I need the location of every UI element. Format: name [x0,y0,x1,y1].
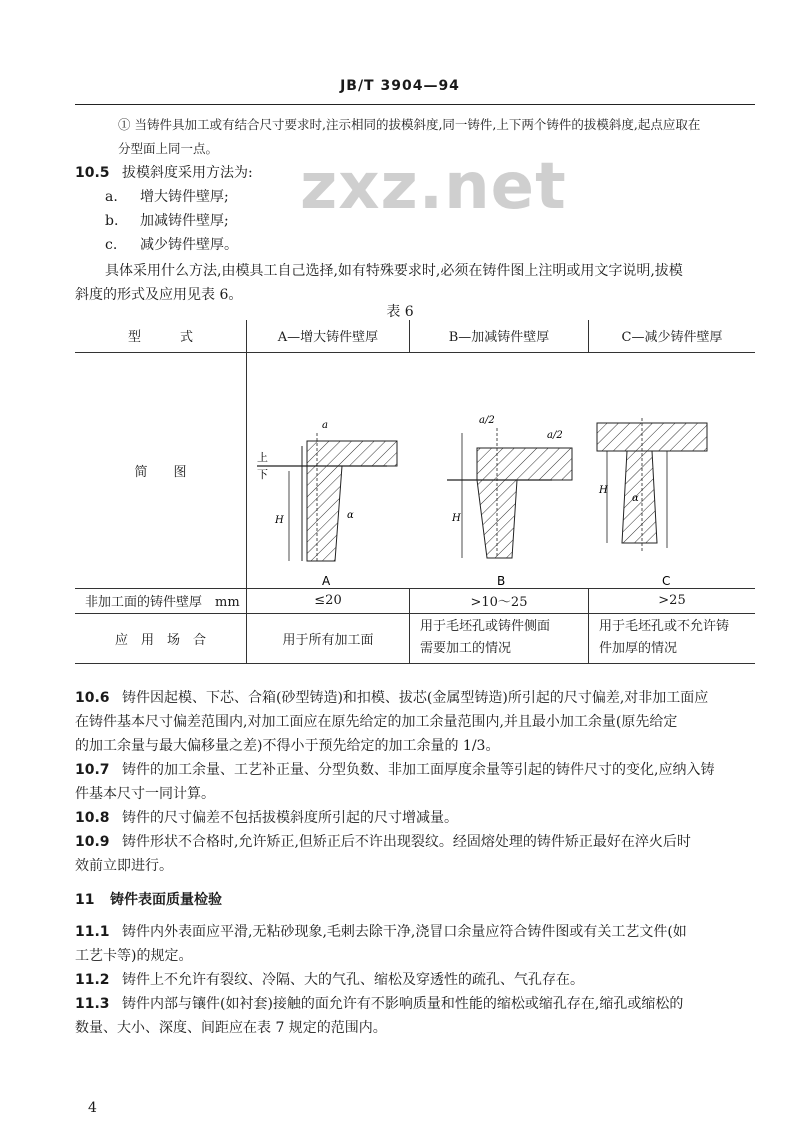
wall-b: >10～25 [410,588,589,613]
section-10-5-para-1: 具体采用什么方法,由模具工自己选择,如有特殊要求时,必须在铸件图上注明或用文字说明,拔模 [105,263,683,279]
note-line-2: 分型面上同一点。 [118,141,219,156]
diagram-row-label: 简 图 [75,352,247,588]
app-c-line-1: 用于毛坯孔或不允许铸 [599,619,730,634]
section-10-9-number: 10.9 [75,834,110,850]
section-11-1-number: 11.1 [75,924,110,940]
item-c-label: c. [105,237,118,253]
section-10-9-line-2: 效前立即进行。 [75,858,173,874]
app-b [410,613,589,663]
section-10-6-line-1: 铸件因起模、下芯、合箱(砂型铸造)和扣模、拔芯(金属型铸造)所引起的尺寸偏差,对非加工面应 [122,690,709,706]
label-a-half-1: a/2 [479,414,495,426]
app-b-line-1: 用于毛坯孔或铸件侧面 [420,619,551,634]
app-row-label: 应 用 场 合 [75,613,247,663]
header-col-c: C—减少铸件壁厚 [589,320,756,352]
label-h: H [275,514,284,526]
label-h-c: H [599,484,608,496]
item-a-text: 增大铸件壁厚; [140,189,229,205]
table-app-row [75,613,755,663]
section-10-8-number: 10.8 [75,810,110,826]
table-wall-row [75,588,755,613]
section-11-2-line-1: 铸件上不允许有裂纹、冷隔、大的气孔、缩松及穿透性的疏孔、气孔存在。 [122,972,584,988]
watermark: zxz.net [300,150,567,224]
section-10-7-line-2: 件基本尺寸一同计算。 [75,786,215,802]
section-11-number: 11 [75,892,95,908]
diagram-cell [247,352,756,588]
diagram-label-c: C [662,573,671,588]
section-10-7-number: 10.7 [75,762,110,778]
wall-a: ≤20 [247,588,410,613]
document-header: JB/T 3904—94 [340,78,460,94]
section-10-8-line-1: 铸件的尺寸偏差不包括拔模斜度所引起的尺寸增减量。 [122,810,458,826]
wall-c: >25 [589,588,756,613]
label-alpha-c: α [632,492,639,504]
section-10-6-number: 10.6 [75,690,110,706]
app-a: 用于所有加工面 [247,613,410,663]
note-line-1: ① 当铸件具加工或有结合尺寸要求时,注示相同的拔模斜度,同一铸件,上下两个铸件的拔模斜度,起点应取在 [118,117,701,132]
section-10-5-para-2: 斜度的形式及应用见表 6。 [75,287,243,303]
page-number: 4 [88,1100,97,1116]
section-11-3-line-2: 数量、大小、深度、间距应在表 7 规定的范围内。 [75,1020,387,1036]
app-c-line-2: 件加厚的情况 [599,641,678,656]
section-10-7-line-1: 铸件的加工余量、工艺补正量、分型负数、非加工面厚度余量等引起的铸件尺寸的变化,应纳入铸 [122,762,715,778]
casting-diagrams [247,353,755,588]
diagram-label-b: B [497,573,506,588]
diagram-b [447,415,572,588]
header-col-a: A—增大铸件壁厚 [247,320,410,352]
diagram-label-a: A [322,573,331,588]
wall-row-label: 非加工面的铸件壁厚 mm [75,588,247,613]
item-a-label: a. [105,189,118,205]
app-b-line-2: 需要加工的情况 [420,641,512,656]
section-10-5-number: 10.5 [75,165,110,181]
section-11-1-line-1: 铸件内外表面应平滑,无粘砂现象,毛刺去除干净,浇冒口余量应符合铸件图或有关工艺文件(如 [122,924,687,940]
app-c [589,613,756,663]
item-c-text: 减少铸件壁厚。 [140,237,238,253]
section-10-6-line-2: 在铸件基本尺寸偏差范围内,对加工面应在原先给定的加工余量范围内,并且最小加工余量(原先给定 [75,714,678,730]
table-6 [75,320,755,664]
label-h-b: H [452,512,461,524]
header-col-b: B—加减铸件壁厚 [410,320,589,352]
section-11-3-number: 11.3 [75,996,110,1012]
label-a-half-2: a/2 [547,429,563,441]
diagram-a [257,420,397,588]
section-10-6-line-3: 的加工余量与最大偏移量之差)不得小于预先给定的加工余量的 1/3。 [75,738,500,754]
header-type: 型 式 [75,320,247,352]
label-up: 上 [257,450,268,464]
section-10-9-line-1: 铸件形状不合格时,允许矫正,但矫正后不许出现裂纹。经固熔处理的铸件矫正最好在淬火后时 [122,834,691,850]
table-header-row [75,320,755,352]
label-a: a [322,419,328,431]
section-11-2-number: 11.2 [75,972,110,988]
label-alpha: α [347,509,354,521]
section-10-5-title: 拔模斜度采用方法为: [122,165,253,181]
header-rule [75,104,755,105]
table-6-caption: 表 6 [386,304,414,320]
section-11-title: 铸件表面质量检验 [110,892,222,908]
label-down: 下 [257,467,268,481]
table-diagram-row [75,352,755,588]
section-11-1-line-2: 工艺卡等)的规定。 [75,948,193,964]
item-b-label: b. [105,213,119,229]
section-11-3-line-1: 铸件内部与镶件(如衬套)接触的面允许有不影响质量和性能的缩松或缩孔存在,缩孔或缩松的 [122,996,684,1012]
item-b-text: 加减铸件壁厚; [140,213,229,229]
diagram-c [597,418,707,588]
